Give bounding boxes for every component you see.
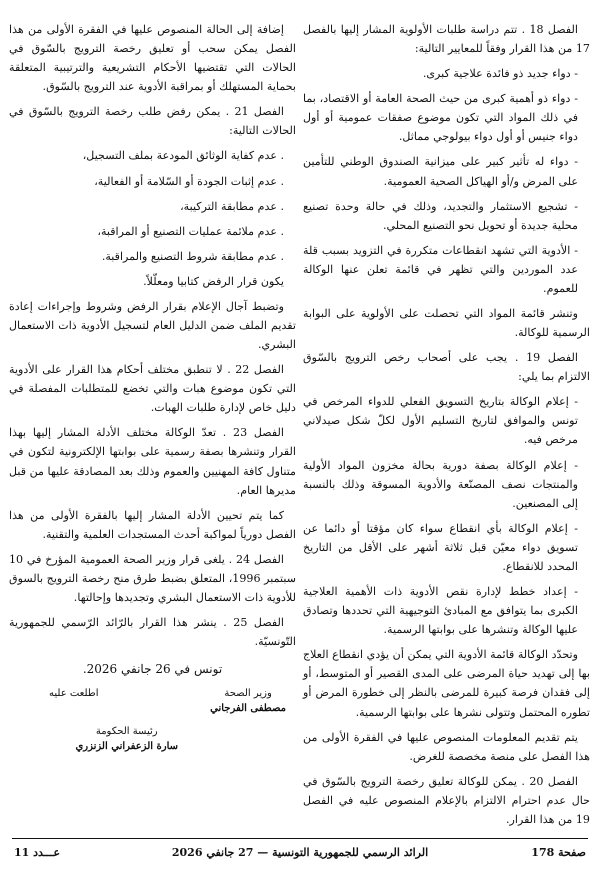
withdrawal-paragraph: إضافة إلى الحالة المنصوص عليها في الفقرة الأولى من هذا الفصل يمكن سحب أو تعليق رخصة الترويج بالسّوق في الحالات التي تقتضيها الأحكام التشريعية والترتيبية المتعلقة بحماية المستهلك أو بمراقبة الأدوية عند الترويج بالسّوق. bbox=[9, 23, 296, 94]
article-25: الفصل 25 . ينشر هذا القرار بالرّائد الرّسمي للجمهورية التّونسيّة. bbox=[9, 616, 296, 649]
prime-minister-title: رئيسة الحكومة bbox=[95, 725, 158, 737]
left-column bbox=[9, 20, 296, 790]
article-20: الفصل 20 . يمكن للوكالة تعليق رخصة الترويج بالسّوق في حال عدم احترام الالتزام بالإعلام المنصوص عليه في الفصل 19 من هذا القرار. bbox=[303, 774, 590, 826]
obligation-item: - إعلام الوكالة بأي انقطاع سواء كان مؤقتا أو دائما عن تسويق دواء معيّن قبل ثلاثة أشهر على الأقل من التاريخ المحدد للانقطاع. bbox=[303, 521, 578, 573]
right-column bbox=[303, 20, 590, 835]
refusal-in-writing: يكون قرار الرفض كتابيا ومعلّلاً. bbox=[143, 274, 284, 288]
criterion-item: - تشجيع الاستثمار والتجديد، وذلك في حالة وحدة تصنيع محلية جديدة أو تحويل نحو التصنيع المحلي. bbox=[303, 199, 578, 232]
minister-signature bbox=[210, 686, 286, 716]
page-number: صفحة 178 bbox=[531, 846, 586, 859]
signature-block bbox=[9, 686, 296, 790]
prime-minister-signature bbox=[49, 686, 99, 701]
platform-paragraph: يتم تقديم المعلومات المنصوص عليها في الفقرة الأولى من هذا الفصل على منصة مخصصة للغرض. bbox=[303, 730, 590, 763]
critical-drugs-paragraph: وتحدّد الوكالة قائمة الأدوية التي يمكن أن يؤدي انقطاع العلاج بها إلى تهديد حياة المرضى على المدى القصير أو المتوسط، أو إلى فقدان فرصة كبيرة للمرضى بالنظر إلى خطورة المرض أو تطوره المحتمل وتتولى نشرها على بوابتها الرسمية. bbox=[303, 648, 590, 719]
seen-label: اطلعت عليه bbox=[49, 687, 99, 699]
footer-divider bbox=[12, 838, 588, 839]
article-18: الفصل 18 . تتم دراسة طلبات الأولوية المشار إليها بالفصل 17 من هذا القرار وفقاً للمعايير التالية: bbox=[303, 23, 590, 56]
page-footer bbox=[14, 846, 586, 864]
criterion-item: - دواء ذو أهمية كبرى من حيث الصحة العامة أو الاقتصاد، بما في ذلك المواد التي تكون موضوع صفقات عمومية أو أول دواء جنيس أو أول دواء بيولوجي مماثل. bbox=[303, 92, 578, 144]
criterion-item: - دواء له تأثير كبير على ميزانية الصندوق الوطني للتأمين على المرض و/أو الهياكل الصحية العمومية. bbox=[303, 155, 578, 188]
guides-update-paragraph: كما يتم تحيين الأدلة المشار إليها بالفقرة الأولى من هذا الفصل دورياً لمواكبة أحدث المستجدات العلمية والتقنية. bbox=[9, 508, 296, 541]
notification-deadlines-paragraph: وتضبط آجال الإعلام بقرار الرفض وشروط وإجراءات إعادة تقديم الملف ضمن الدليل العام لتسجيل الأدوية ذات الاستعمال البشري. bbox=[9, 299, 296, 352]
article-21: الفصل 21 . يمكن رفض طلب رخصة الترويج بالسّوق في الحالات التالية: bbox=[9, 105, 296, 138]
prime-minister-name-block bbox=[75, 724, 178, 754]
gazette-title: الرائد الرسمي للجمهورية التونسية — 27 جانفي 2026 bbox=[171, 846, 429, 859]
refusal-reason-item: . عدم ملائمة عمليات التصنيع أو المراقبة، bbox=[97, 224, 284, 238]
article-24: الفصل 24 . يلغى قرار وزير الصحة العمومية المؤرخ في 10 سبتمبر 1996، المتعلق بضبط طرق منح رخصة الترويج بالسوق للأدوية ذات الاستعمال البشري وتجديدها وإحالتها. bbox=[9, 552, 297, 605]
priority-list-paragraph: وتنشر قائمة المواد التي تحصلت على الأولوية على البوابة الرسمية للوكالة. bbox=[303, 307, 590, 340]
obligation-item: - إعلام الوكالة بتاريخ التسويق الفعلي للدواء المرخص في تونس والموافق لتاريخ التسليم الأول لكلّ شكل صيدلاني مرخص فيه. bbox=[303, 395, 578, 447]
refusal-reason-item: . عدم كفاية الوثائق المودعة بملف التسجيل، bbox=[82, 149, 284, 163]
issue-number: عـــدد 11 bbox=[14, 846, 61, 859]
criterion-item: - الأدوية التي تشهد انقطاعات متكررة في التزويد بسبب قلة عدد الموردين والتي تظهر في قائمة تعلن عنها الوكالة للعموم. bbox=[303, 243, 578, 295]
refusal-reason-item: . عدم مطابقة شروط التصنيع والمراقبة. bbox=[101, 249, 284, 263]
signing-date: تونس في 26 جانفي 2026. bbox=[82, 662, 223, 677]
refusal-reason-item: . عدم إثبات الجودة أو السّلامة أو الفعالية، bbox=[94, 174, 284, 188]
minister-name: مصطفى الفرجاني bbox=[210, 702, 286, 714]
minister-title: وزير الصحة bbox=[224, 687, 272, 699]
refusal-reason-item: . عدم مطابقة التركيبة، bbox=[180, 199, 284, 213]
obligation-item: - إعلام الوكالة بصفة دورية بحالة مخزون المواد الأولية والمنتجات نصف المصنّعة والأدوية المسوقة وذلك بالنسبة إلى المصنعين. bbox=[303, 458, 578, 510]
article-22: الفصل 22 . لا تنطبق مختلف أحكام هذا القرار على الأدوية التي تكون موضوع هبات والتي تخضع للمتطلبات المفصلة في دليل خاص لإدارة طلبات الهبات. bbox=[9, 363, 296, 415]
criterion-item: - دواء جديد ذو فائدة علاجية كبرى. bbox=[422, 67, 578, 81]
article-23: الفصل 23 . تعدّ الوكالة مختلف الأدلة المشار إليها بهذا القرار وتنشرها بصفة رسمية على بوابتها الإلكترونية لتكون في متناول كافة المهنيين والعموم وذلك بعد المصادقة عليها من قبل مديرها العام. bbox=[9, 426, 296, 497]
obligation-item: - إعداد خطط لإدارة نقص الأدوية ذات الأهمية العلاجية الكبرى بما يتوافق مع المبادئ التوجيهية التي تحددها وتصادق عليها الوكالة وتنشرها على بوابتها الرسمية. bbox=[303, 585, 578, 637]
article-19: الفصل 19 . يجب على أصحاب رخص الترويج بالسّوق الالتزام بما يلي: bbox=[303, 351, 590, 384]
prime-minister-name: سارة الزعفراني الزنزري bbox=[75, 740, 178, 752]
